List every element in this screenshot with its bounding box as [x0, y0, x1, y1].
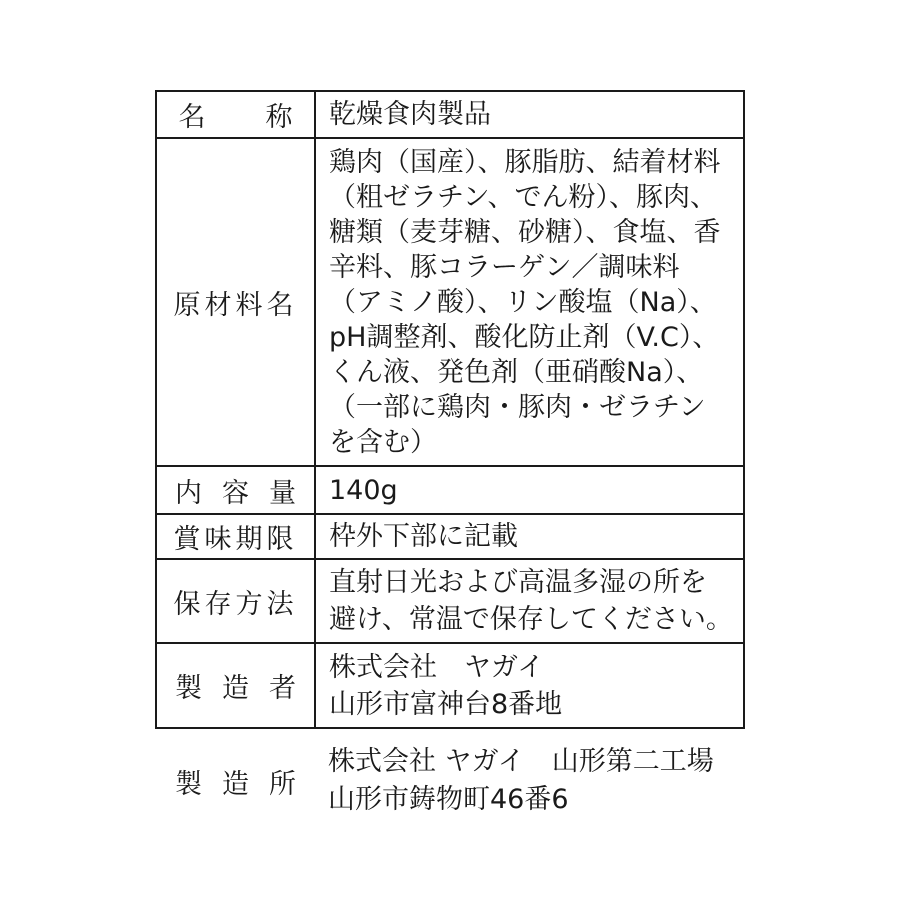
label-char: 製	[175, 769, 202, 800]
label-char: 造	[222, 769, 249, 800]
value-best-before: 枠外下部に記載	[315, 514, 744, 559]
row-product-name	[156, 91, 744, 138]
label-best-before: 賞味期限	[156, 514, 315, 559]
row-storage	[156, 559, 744, 643]
value-manufacturing-plant	[315, 728, 744, 838]
label-char: 所	[269, 769, 296, 800]
label-char: 名	[178, 102, 206, 133]
label-ingredients: 原材料名	[156, 138, 315, 466]
label-manufacturing-plant	[156, 728, 315, 838]
value-manufacturer	[315, 643, 744, 728]
ingredients-line: （一部に鶏肉・豚肉・ゼラチン	[329, 391, 706, 423]
ingredients-line: を含む）	[329, 426, 437, 458]
plant-line: 株式会社 ヤガイ 山形第二工場	[328, 746, 714, 777]
manufacturer-line: 山形市富神台8番地	[329, 688, 563, 720]
row-manufacturing-plant	[156, 728, 744, 838]
label-storage: 保存方法	[156, 559, 315, 643]
ingredients-line: 鶏肉（国産）、豚脂肪、結着材料	[329, 146, 721, 178]
row-best-before	[156, 514, 744, 559]
label-product-name	[156, 91, 315, 138]
value-product-name: 乾燥食肉製品	[315, 91, 744, 138]
label-char: 者	[269, 673, 296, 704]
ingredients-line: （粗ゼラチン、でん粉）、豚肉、	[329, 181, 717, 213]
ingredients-line: くん液、発色剤（亜硝酸Na）、	[329, 356, 704, 388]
label-char: 造	[222, 673, 249, 704]
ingredients-line: pH調整剤、酸化防止剤（V.C）、	[329, 321, 720, 353]
plant-line: 山形市鋳物町46番6	[328, 784, 569, 815]
manufacturer-line: 株式会社 ヤガイ	[329, 651, 545, 683]
label-manufacturer	[156, 643, 315, 728]
ingredients-line: （アミノ酸）、リン酸塩（Na）、	[329, 286, 717, 318]
value-ingredients	[315, 138, 744, 466]
value-storage	[315, 559, 744, 643]
label-char: 製	[175, 673, 202, 704]
row-manufacturer	[156, 643, 744, 728]
label-net-volume	[156, 466, 315, 514]
ingredients-line: 辛料、豚コラーゲン／調味料	[329, 251, 680, 283]
food-label-table	[155, 90, 745, 838]
storage-line: 避け、常温で保存してください。	[329, 604, 733, 635]
storage-line: 直射日光および高温多湿の所を	[329, 567, 707, 598]
label-char: 量	[269, 477, 296, 509]
label-char: 称	[265, 102, 293, 133]
row-net-volume	[156, 466, 744, 514]
label-char: 内	[175, 477, 202, 509]
ingredients-line: 糖類（麦芽糖、砂糖）、食塩、香	[329, 216, 721, 248]
label-char: 容	[222, 477, 249, 509]
value-net-volume: 140g	[315, 466, 744, 514]
row-ingredients	[156, 138, 744, 466]
